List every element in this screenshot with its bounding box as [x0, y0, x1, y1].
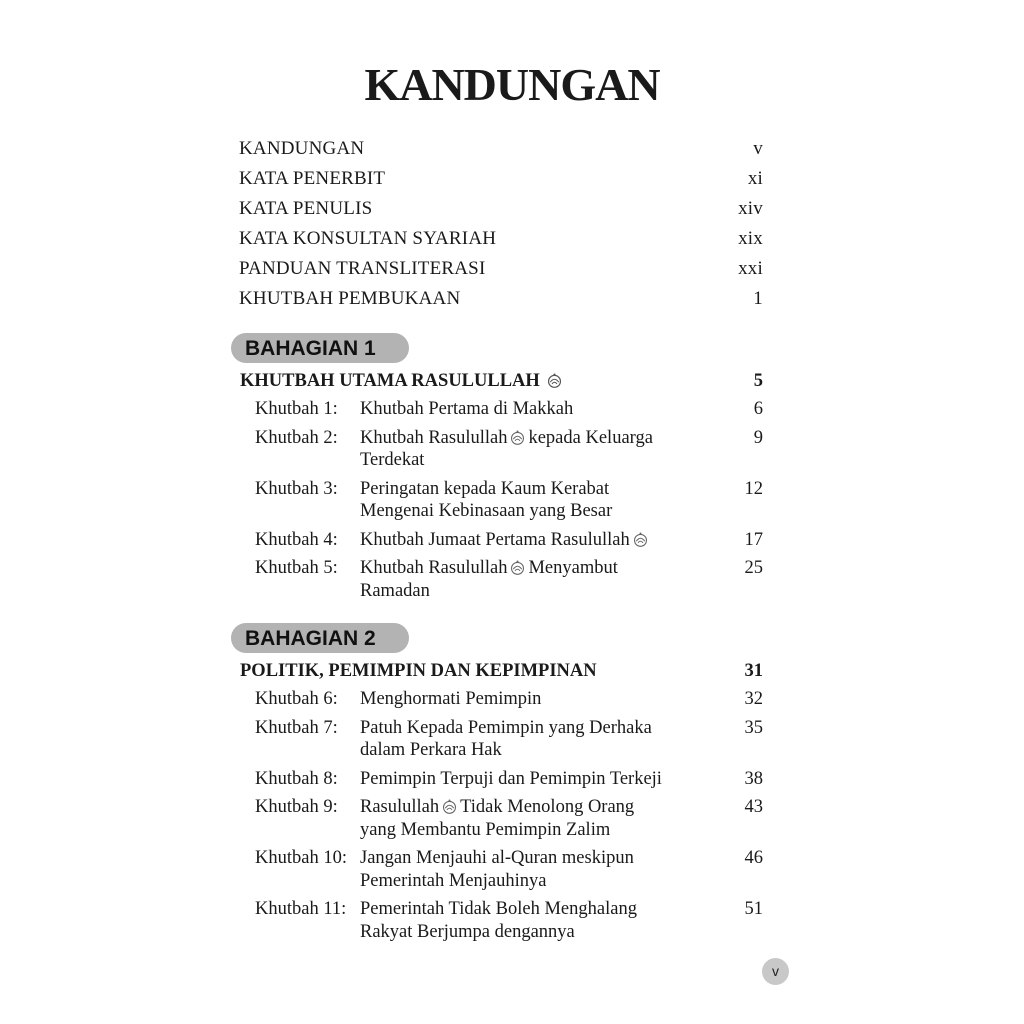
honorific-icon [441, 798, 458, 815]
section-heading-page: 31 [744, 661, 763, 681]
toc-entry[interactable] [255, 796, 763, 841]
toc-label: KHUTBAH PEMBUKAAN [239, 288, 461, 309]
entry-page: 9 [753, 427, 763, 448]
entry-title: Rasulullah Tidak Menolong Orang yang Membantu Pemimpin Zalim [360, 797, 635, 840]
entry-label: Khutbah 1: [255, 399, 338, 419]
entry-title: Pemerintah Tidak Boleh Menghalang Rakyat Berjumpa dengannya [360, 899, 637, 942]
honorific-icon [546, 372, 563, 389]
entry-label: Khutbah 10: [255, 848, 347, 868]
toc-row[interactable] [239, 288, 763, 318]
toc-label: KATA PENULIS [239, 198, 373, 219]
entry-label: Khutbah 4: [255, 529, 338, 550]
toc-row[interactable] [239, 168, 763, 198]
section-bahagian-1 [231, 333, 763, 608]
honorific-icon [509, 559, 526, 576]
entry-label: Khutbah 7: [255, 717, 338, 738]
honorific-icon [509, 429, 526, 446]
entry-page: 25 [744, 558, 763, 578]
entry-title: Khutbah Pertama di Makkah [360, 399, 574, 419]
toc-entry[interactable] [255, 717, 763, 762]
section-badge: BAHAGIAN 1 [231, 333, 409, 363]
entry-label: Khutbah 11: [255, 899, 347, 919]
entry-page: 51 [744, 899, 763, 919]
toc-label: KATA KONSULTAN SYARIAH [239, 228, 497, 249]
entry-label: Khutbah 2: [255, 427, 338, 448]
toc-row[interactable] [239, 138, 763, 168]
toc-page: xiv [738, 198, 763, 219]
toc-label: KANDUNGAN [239, 138, 365, 159]
entry-label: Khutbah 5: [255, 558, 338, 578]
entry-list [255, 398, 763, 602]
entry-title: Khutbah Jumaat Pertama Rasulullah [360, 529, 723, 552]
section-bahagian-2 [231, 623, 763, 949]
section-heading[interactable] [240, 371, 763, 398]
entry-list [255, 688, 763, 943]
entry-label: Khutbah 8: [255, 768, 338, 789]
toc-row[interactable] [239, 258, 763, 288]
toc-entry[interactable] [255, 398, 763, 421]
toc-page: v [753, 138, 763, 159]
toc-entry[interactable] [255, 427, 763, 472]
toc-page: 1 [753, 288, 763, 309]
section-badge: BAHAGIAN 2 [231, 623, 409, 653]
entry-title: Khutbah Rasulullah Menyambut Ramadan [360, 558, 618, 601]
toc-page: xxi [738, 258, 763, 279]
entry-title: Jangan Menjauhi al-Quran meskipun Pemerintah Menjauhinya [360, 848, 634, 891]
toc-entry[interactable] [255, 557, 763, 602]
toc-entry[interactable] [255, 768, 763, 791]
entry-page: 6 [753, 399, 763, 419]
entry-title: Pemimpin Terpuji dan Pemimpin Terkeji [360, 768, 662, 789]
entry-page: 35 [744, 717, 763, 738]
toc-entry[interactable] [255, 478, 763, 523]
entry-page: 38 [744, 768, 763, 789]
section-heading-text: POLITIK, PEMIMPIN DAN KEPIMPINAN [240, 661, 597, 681]
section-heading[interactable] [240, 661, 763, 688]
section-heading-page: 5 [753, 371, 763, 391]
entry-label: Khutbah 3: [255, 478, 338, 499]
honorific-icon [632, 531, 649, 548]
section-heading-text: KHUTBAH UTAMA RASULULLAH [240, 371, 540, 391]
toc-row[interactable] [239, 198, 763, 228]
toc-page: xix [738, 228, 763, 249]
entry-title: Peringatan kepada Kaum Kerabat Mengenai Kebinasaan yang Besar [360, 478, 613, 521]
toc-label: KATA PENERBIT [239, 168, 386, 189]
entry-page: 43 [744, 797, 763, 817]
entry-page: 12 [744, 478, 763, 499]
entry-page: 46 [744, 848, 763, 868]
entry-label: Khutbah 6: [255, 689, 338, 709]
entry-title: Khutbah Rasulullah kepada Keluarga Terdekat [360, 427, 653, 470]
page-title: KANDUNGAN [364, 59, 660, 110]
front-matter-list [239, 138, 763, 318]
toc-entry[interactable] [255, 529, 763, 552]
toc-label: PANDUAN TRANSLITERASI [239, 258, 486, 279]
toc-entry[interactable] [255, 898, 763, 943]
toc-entry[interactable] [255, 847, 763, 892]
page-number-badge: v [762, 958, 789, 985]
entry-label: Khutbah 9: [255, 797, 338, 817]
entry-page: 32 [744, 689, 763, 709]
toc-row[interactable] [239, 228, 763, 258]
toc-page: xi [747, 168, 763, 189]
toc-entry[interactable] [255, 688, 763, 711]
entry-title: Patuh Kepada Pemimpin yang Derhaka dalam Perkara Hak [360, 717, 652, 760]
entry-title: Menghormati Pemimpin [360, 689, 542, 709]
entry-page: 17 [744, 529, 763, 550]
